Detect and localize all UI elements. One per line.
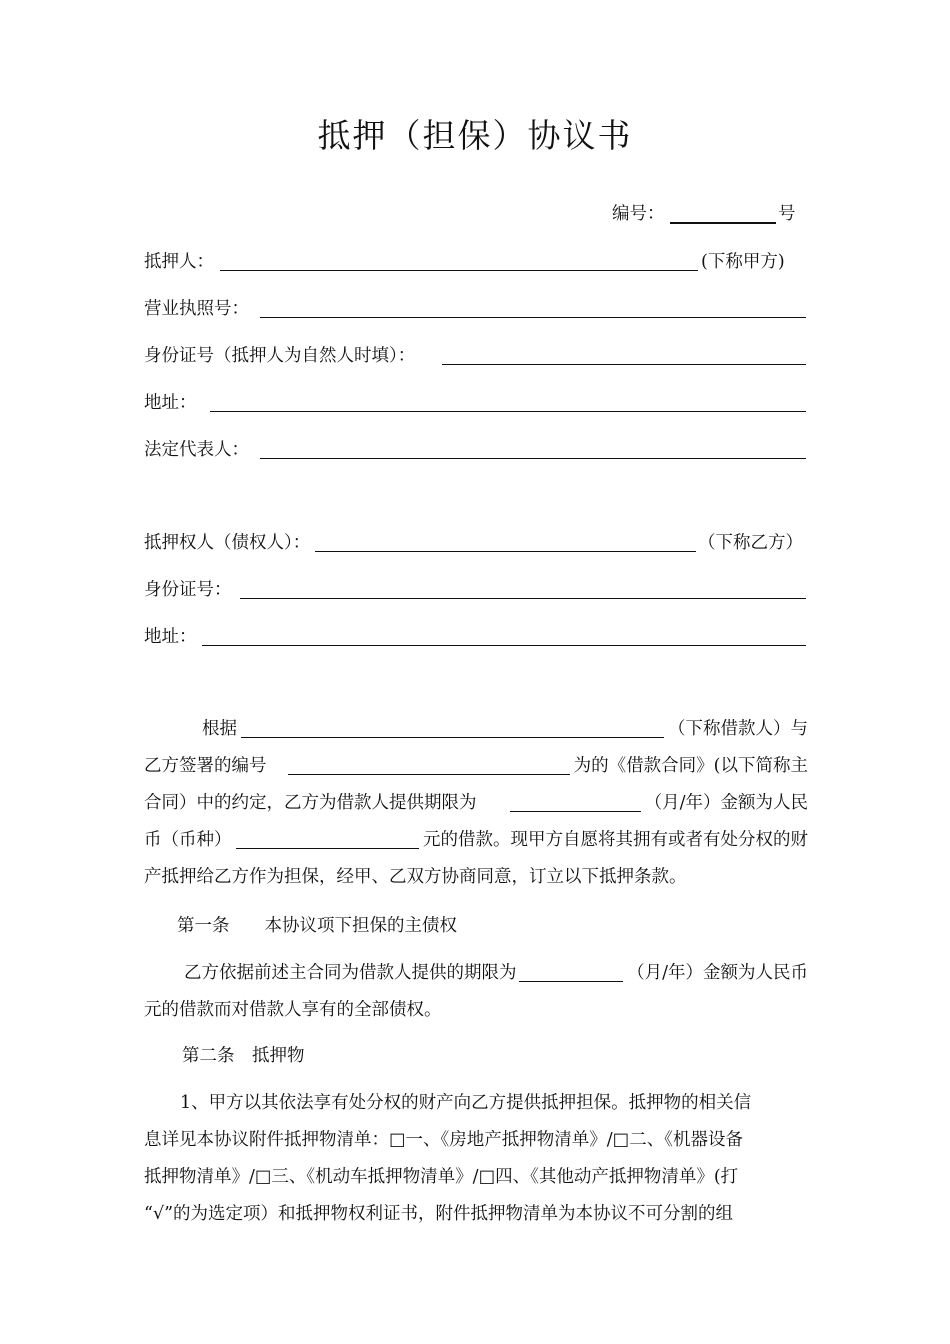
article1-text: （月/年）金额为人民币 xyxy=(627,963,808,983)
number-suffix: 号 xyxy=(778,204,796,224)
id-number-field[interactable] xyxy=(442,364,806,365)
document-title: 抵押（担保）协议书 xyxy=(317,116,633,155)
preamble-line xyxy=(144,711,808,748)
mortgagee-suffix: （下称乙方） xyxy=(698,533,803,553)
contract-number-field[interactable] xyxy=(288,774,570,775)
preamble-line xyxy=(144,748,808,785)
number-field[interactable] xyxy=(670,222,776,224)
mortgagor-label: 抵押人： xyxy=(144,252,214,272)
id-number-label: 身份证号（抵押人为自然人时填）： xyxy=(144,346,416,366)
borrower-field[interactable] xyxy=(241,737,664,738)
preamble-text: （下称借款人）与 xyxy=(668,719,808,739)
mortgagor-field[interactable] xyxy=(220,270,698,271)
article2-text: 1、甲方以其依法享有处分权的财产向乙方提供抵押担保。抵押物的相关信 xyxy=(180,1093,752,1113)
article1-text: 乙方依据前述主合同为借款人提供的期限为 xyxy=(184,963,517,983)
preamble-text: 产抵押给乙方作为担保，经甲、乙双方协商同意，订立以下抵押条款。 xyxy=(144,867,687,887)
article2-line xyxy=(144,1159,808,1196)
preamble-text: 合同）中的约定，乙方为借款人提供期限为 xyxy=(144,793,477,813)
mortgagee-label: 抵押权人（债权人）： xyxy=(144,533,311,553)
preamble-text: （月/年）金额为人民 xyxy=(644,793,808,813)
mortgagee-field[interactable] xyxy=(315,551,696,552)
preamble-text: 乙方签署的编号 xyxy=(144,756,267,776)
legal-rep-field[interactable] xyxy=(260,458,806,459)
article2-text: “√”的为选定项）和抵押物权利证书，附件抵押物清单为本协议不可分割的组 xyxy=(144,1204,734,1224)
amount-field[interactable] xyxy=(236,848,420,849)
mortgagee-address-field[interactable] xyxy=(202,645,806,646)
address-label: 地址： xyxy=(144,393,197,413)
article1-term-field[interactable] xyxy=(519,981,624,982)
article2-line xyxy=(144,1196,808,1233)
mortgagee-address-label: 地址： xyxy=(144,627,197,647)
article1-paragraph xyxy=(144,955,808,1029)
article1-heading: 第一条 本协议项下担保的主债权 xyxy=(177,916,457,936)
mortgagor-suffix: (下称甲方) xyxy=(701,252,785,272)
license-field[interactable] xyxy=(260,317,806,318)
preamble-line xyxy=(144,822,808,859)
preamble-text: 为的《借款合同》(以下简称主 xyxy=(573,756,808,776)
number-label: 编号： xyxy=(612,204,665,224)
article2-text: 息详见本协议附件抵押物清单：□一、《房地产抵押物清单》/□二、《机器设备 xyxy=(144,1130,743,1150)
preamble-text: 币（币种） xyxy=(144,830,232,850)
article2-paragraph xyxy=(144,1085,808,1233)
preamble-text: 元的借款。现甲方自愿将其拥有或者有处分权的财 xyxy=(423,830,808,850)
article2-line xyxy=(144,1085,808,1122)
preamble-text: 根据 xyxy=(202,719,237,739)
article2-text: 抵押物清单》/□三、《机动车抵押物清单》/□四、《其他动产抵押物清单》(打 xyxy=(144,1167,739,1187)
address-field[interactable] xyxy=(210,411,806,412)
article2-heading: 第二条 抵押物 xyxy=(182,1046,305,1066)
preamble-paragraph xyxy=(144,711,808,896)
mortgagee-id-field[interactable] xyxy=(240,598,806,599)
legal-rep-label: 法定代表人： xyxy=(144,440,249,460)
article1-line xyxy=(144,955,808,992)
term-field[interactable] xyxy=(510,811,641,812)
mortgagee-id-label: 身份证号： xyxy=(144,580,232,600)
article1-text: 元的借款而对借款人享有的全部债权。 xyxy=(144,1000,442,1020)
article1-line xyxy=(144,992,808,1029)
preamble-line xyxy=(144,785,808,822)
article2-line xyxy=(144,1122,808,1159)
license-label: 营业执照号： xyxy=(144,299,249,319)
preamble-line xyxy=(144,859,808,896)
